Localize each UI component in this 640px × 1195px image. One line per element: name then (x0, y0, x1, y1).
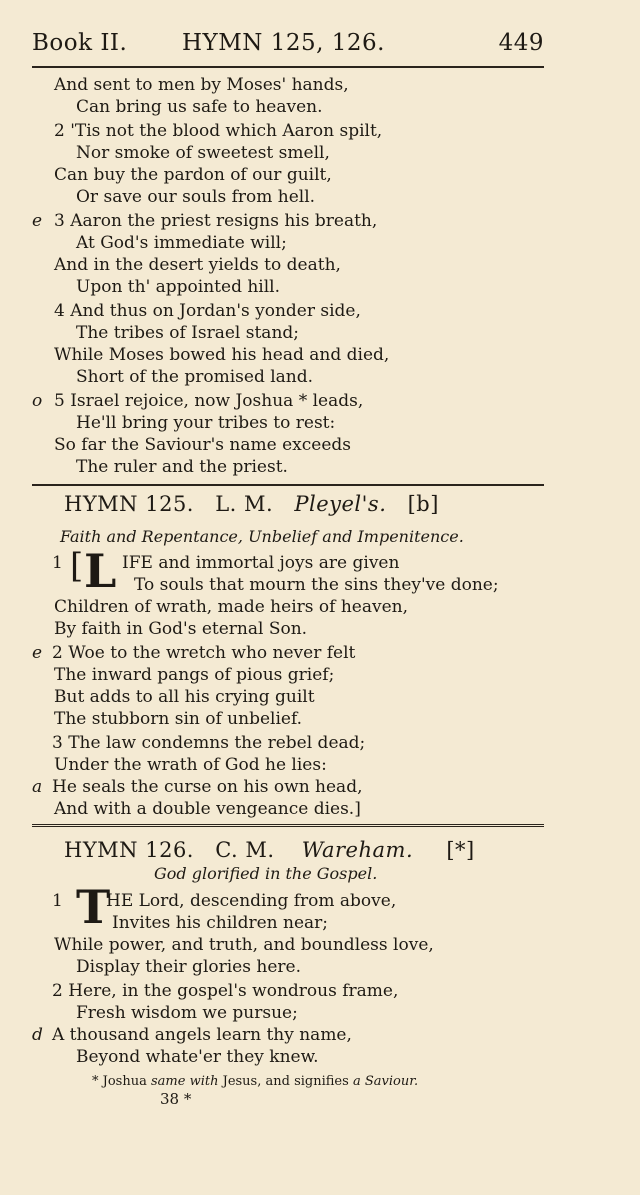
verse-line: The stubborn sin of unbelief. (54, 709, 303, 729)
verse-line: And in the desert yields to death, (54, 255, 341, 275)
verse-line: IFE and immortal joys are given (122, 553, 400, 573)
hymn-tag: [b] (407, 492, 439, 516)
verse-line: Can bring us safe to heaven. (76, 97, 323, 117)
hymn-meter: C. M. (215, 838, 275, 862)
verse-line: Beyond whate'er they knew. (76, 1047, 319, 1067)
margin-mark: e (32, 211, 43, 231)
verse-line: 2 'Tis not the blood which Aaron spilt, (54, 121, 383, 141)
footnote-a: a (352, 1074, 361, 1089)
page-number: 449 (498, 30, 544, 56)
hymn-tag: [*] (446, 838, 475, 862)
hymn-divider (32, 824, 544, 827)
verse-line: Display their glories here. (76, 957, 301, 977)
hymn-number: HYMN 126. (64, 838, 194, 862)
verse-line: 3 Aaron the priest resigns his breath, (54, 211, 378, 231)
hymn-divider (32, 484, 544, 486)
verse-number: 1 (52, 553, 63, 573)
footnote (92, 1074, 418, 1089)
verse-number: 1 (52, 891, 63, 911)
verse-line: Children of wrath, made heirs of heaven, (54, 597, 408, 617)
hymn-subtitle: God glorified in the Gospel. (154, 864, 378, 883)
verse-line: Upon th' appointed hill. (76, 277, 281, 297)
verse-line: Can buy the pardon of our guilt, (54, 165, 332, 185)
footnote-name: Joshua (102, 1074, 147, 1089)
hymn-126-heading (64, 838, 475, 862)
verse-line: While power, and truth, and boundless love, (54, 935, 434, 955)
footnote-star: * (92, 1074, 99, 1089)
footnote-jesus: Jesus, and signifies (222, 1074, 349, 1089)
header-rule (32, 66, 544, 68)
verse-line: 2 Woe to the wretch who never felt (52, 643, 356, 663)
page-header (32, 30, 544, 66)
verse-line: The tribes of Israel stand; (76, 323, 300, 343)
verse-line: 4 And thus on Jordan's yonder side, (54, 301, 361, 321)
verse-line: And with a double vengeance dies.] (54, 799, 361, 819)
verse-line: By faith in God's eternal Son. (54, 619, 308, 639)
verse-line: While Moses bowed his head and died, (54, 345, 390, 365)
footnote-same-with: same with (151, 1074, 219, 1089)
hymn-tune: Pleyel's. (294, 492, 387, 516)
verse-line: At God's immediate will; (76, 233, 287, 253)
verse-line: To souls that mourn the sins they've done; (134, 575, 499, 595)
verse-line: Nor smoke of sweetest smell, (76, 143, 330, 163)
verse-line: So far the Saviour's name exceeds (54, 435, 351, 455)
footnote-saviour: Saviour. (364, 1074, 419, 1089)
verse-line: And sent to men by Moses' hands, (54, 75, 349, 95)
header-title: HYMN 125, 126. (182, 30, 385, 56)
drop-cap: L (84, 544, 117, 598)
verse-line: Under the wrath of God he lies: (54, 755, 327, 775)
verse-line: Invites his children near; (112, 913, 329, 933)
verse-line: The inward pangs of pious grief; (54, 665, 335, 685)
verse-line: Or save our souls from hell. (76, 187, 316, 207)
verse-line: But adds to all his crying guilt (54, 687, 315, 707)
verse-line: HE Lord, descending from above, (106, 891, 397, 911)
verse-line: 2 Here, in the gospel's wondrous frame, (52, 981, 399, 1001)
drop-cap: T (76, 880, 111, 934)
margin-mark: d (32, 1025, 43, 1045)
opening-bracket: [ (70, 546, 84, 586)
margin-mark: a (32, 777, 43, 797)
verse-line: A thousand angels learn thy name, (52, 1025, 352, 1045)
hymn-125-heading (64, 492, 439, 516)
margin-mark: o (32, 391, 43, 411)
hymn-number: HYMN 125. (64, 492, 194, 516)
verse-line: He'll bring your tribes to rest: (76, 413, 336, 433)
hymn-meter: L. M. (215, 492, 274, 516)
verse-line: He seals the curse on his own head, (52, 777, 363, 797)
book-label: Book II. (32, 30, 128, 56)
verse-line: Short of the promised land. (76, 367, 314, 387)
verse-line: 5 Israel rejoice, now Joshua * leads, (54, 391, 364, 411)
verse-line: Fresh wisdom we pursue; (76, 1003, 298, 1023)
verse-line: 3 The law condemns the rebel dead; (52, 733, 366, 753)
hymn-subtitle: Faith and Repentance, Unbelief and Impenitence. (60, 527, 464, 546)
margin-mark: e (32, 643, 43, 663)
signature-mark: 38 * (160, 1090, 192, 1108)
hymn-tune: Wareham. (301, 838, 414, 862)
verse-line: The ruler and the priest. (76, 457, 288, 477)
